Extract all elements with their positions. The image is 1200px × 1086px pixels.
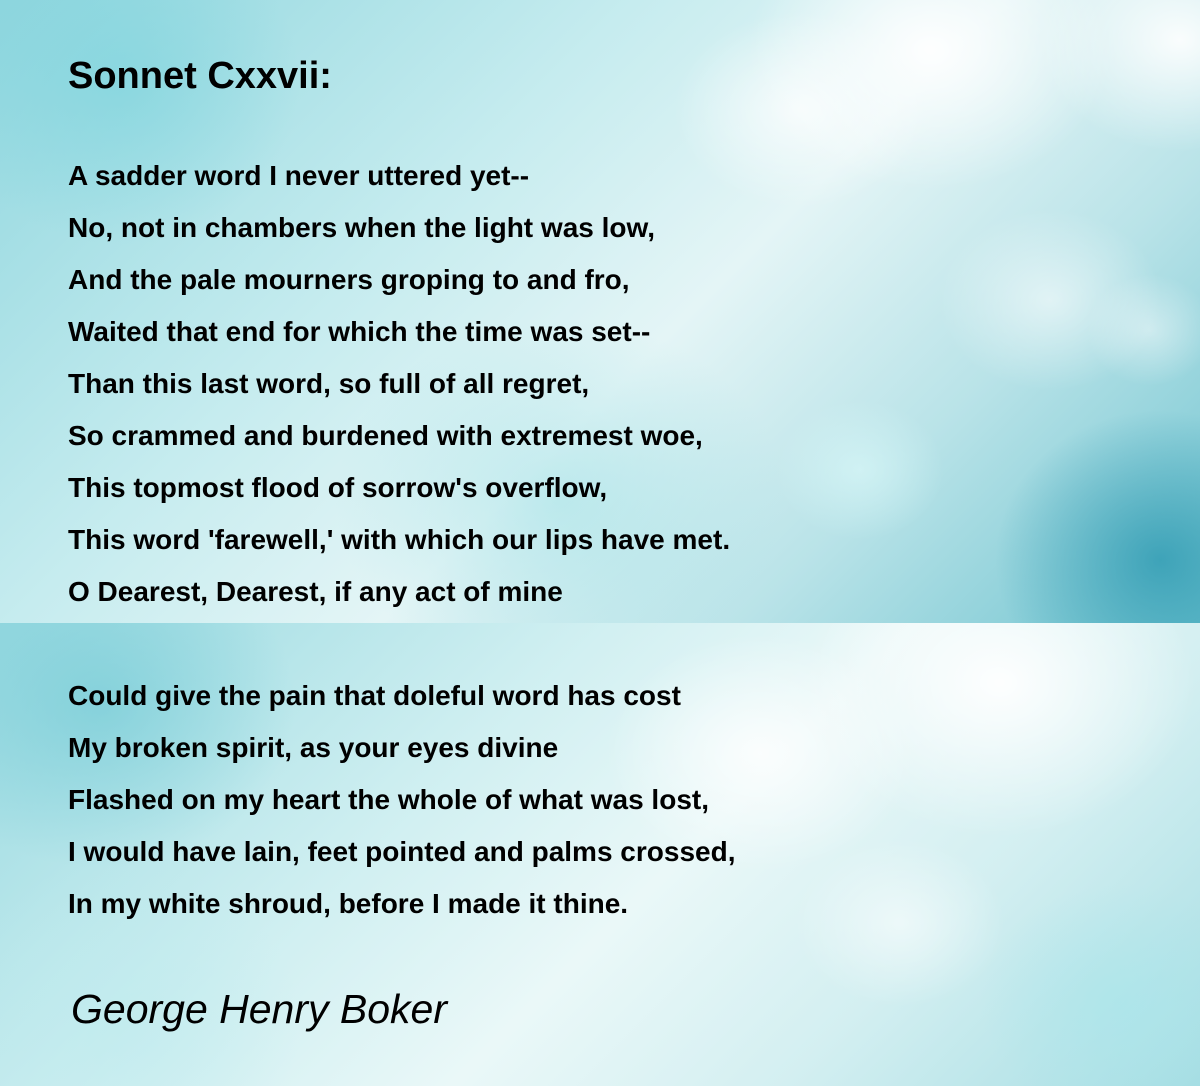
poem-author: George Henry Boker bbox=[71, 986, 448, 1032]
poem-line: No, not in chambers when the light was low, bbox=[68, 212, 656, 243]
poem-line: Waited that end for which the time was set-- bbox=[68, 316, 651, 347]
poem-line: Flashed on my heart the whole of what was lost, bbox=[68, 784, 709, 815]
poem-stanza-2 bbox=[68, 670, 735, 930]
poem-line: My broken spirit, as your eyes divine bbox=[68, 732, 559, 763]
poem-line: This topmost flood of sorrow's overflow, bbox=[68, 472, 608, 503]
poem-line: I would have lain, feet pointed and palms crossed, bbox=[68, 836, 736, 867]
poem-line: And the pale mourners groping to and fro, bbox=[68, 264, 630, 295]
poem-line: O Dearest, Dearest, if any act of mine bbox=[68, 576, 563, 607]
poem-line: So crammed and burdened with extremest woe, bbox=[68, 420, 703, 451]
poem-title: Sonnet Cxxvii: bbox=[68, 55, 332, 97]
poem-line: This word 'farewell,' with which our lips have met. bbox=[68, 524, 731, 555]
poem-line: In my white shroud, before I made it thine. bbox=[68, 888, 629, 919]
poem-line: A sadder word I never uttered yet-- bbox=[68, 160, 530, 191]
poem-line: Could give the pain that doleful word has cost bbox=[68, 680, 681, 711]
poem-line: Than this last word, so full of all regret, bbox=[68, 368, 590, 399]
poem-stanza-1 bbox=[68, 150, 730, 618]
poem-panel-bottom bbox=[0, 623, 1200, 1086]
